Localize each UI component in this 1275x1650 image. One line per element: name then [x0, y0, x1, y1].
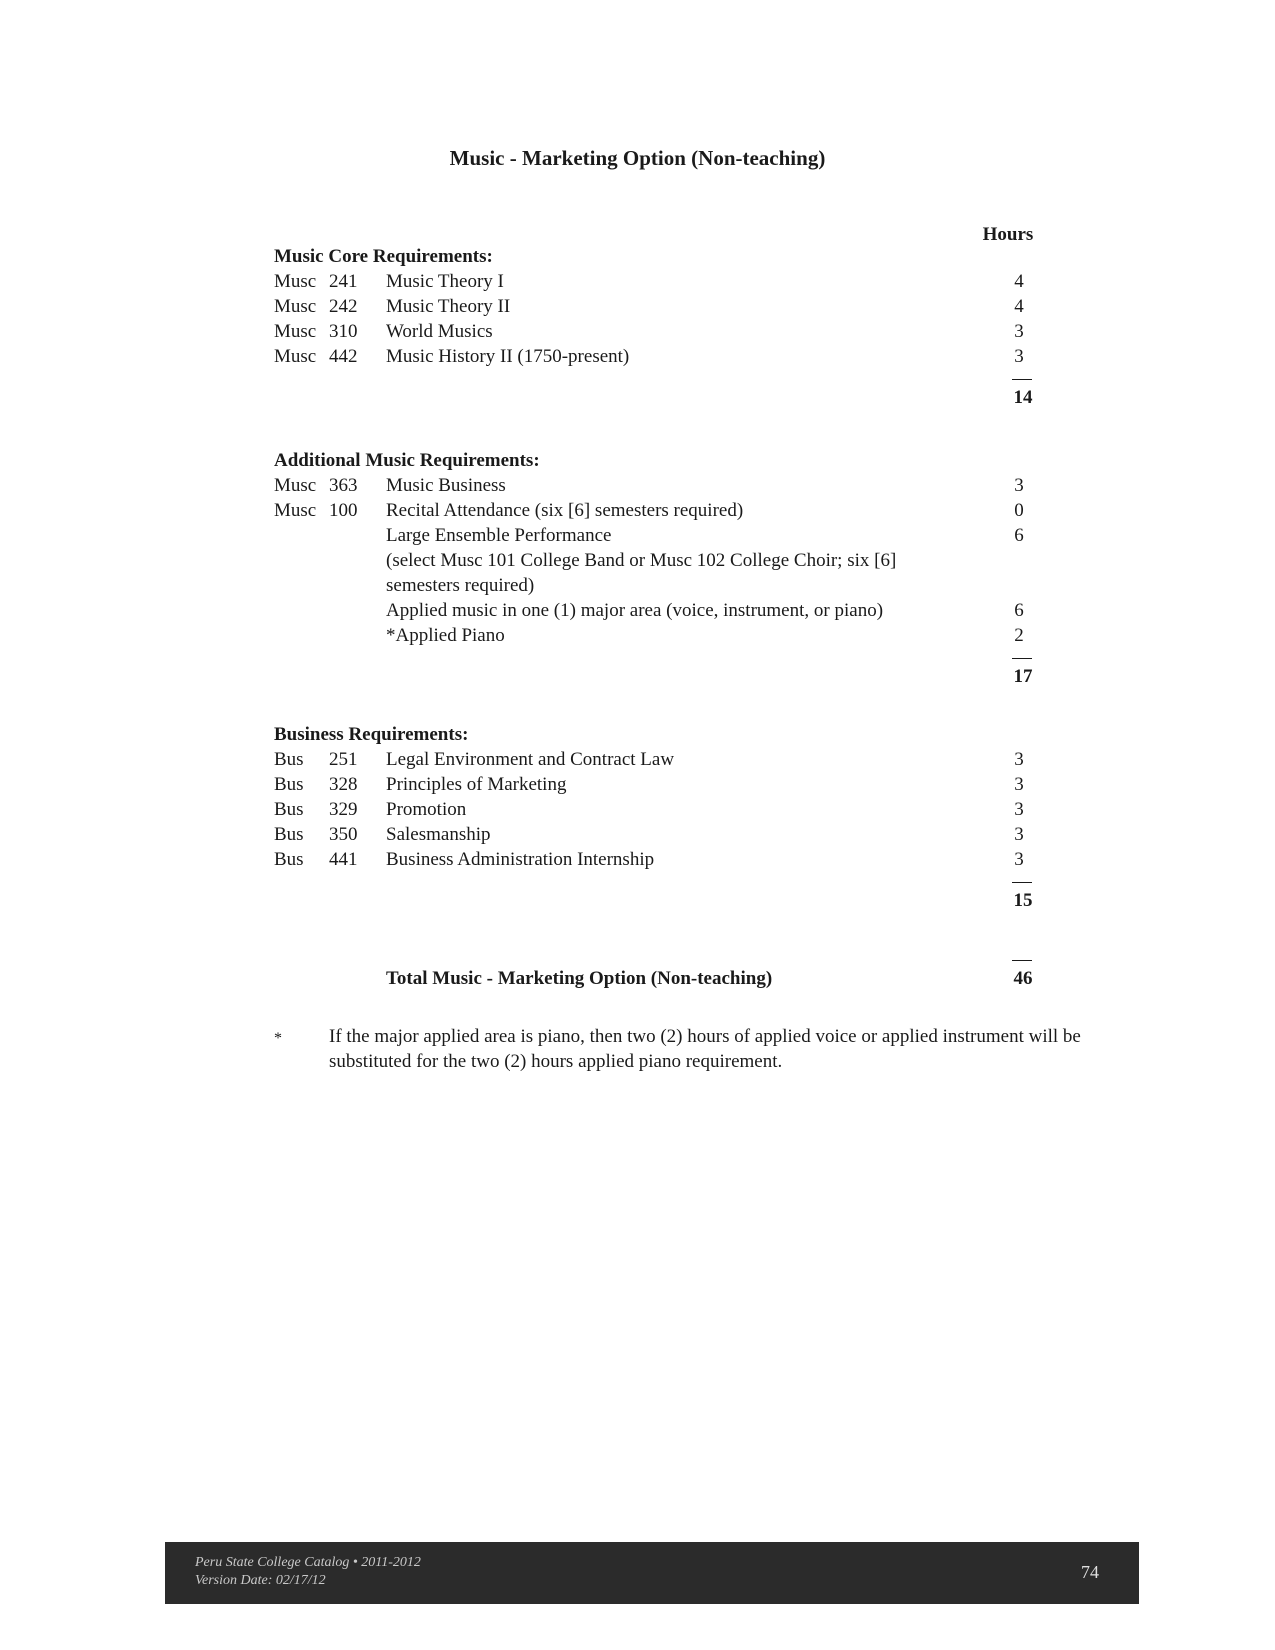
- course-subject: Musc: [274, 296, 317, 317]
- total-rule: [1012, 960, 1032, 961]
- course-title: Principles of Marketing: [386, 774, 567, 795]
- section-heading: Music Core Requirements:: [274, 246, 493, 267]
- course-title: Large Ensemble Performance: [386, 525, 612, 546]
- total-value: 46: [1013, 968, 1033, 989]
- course-number: 242: [329, 296, 358, 317]
- section-subtotal: [274, 880, 1054, 920]
- subtotal-value: 14: [1013, 387, 1033, 408]
- grand-total: [274, 956, 1054, 996]
- course-title: Music Theory I: [386, 271, 504, 292]
- course-title: Promotion: [386, 799, 467, 820]
- course-row: [274, 294, 1054, 319]
- course-hours: 3: [1014, 475, 1024, 496]
- course-row: [274, 269, 1054, 294]
- course-number: 441: [329, 849, 358, 870]
- course-number: 328: [329, 774, 358, 795]
- course-hours: 3: [1014, 774, 1024, 795]
- course-hours: 0: [1014, 500, 1024, 521]
- section-additional-music: [274, 448, 1054, 696]
- subtotal-value: 17: [1013, 666, 1033, 687]
- course-subject: Musc: [274, 271, 317, 292]
- footnote-asterisk: *: [274, 1030, 282, 1047]
- course-number: 100: [329, 500, 358, 521]
- course-title: Applied music in one (1) major area (voice, instrument, or piano): [386, 600, 884, 621]
- section-subtotal: [274, 656, 1054, 696]
- footnote-text: If the major applied area is piano, then two (2) hours of applied voice or applied instrument will be substituted for the two (2) hours applied piano requirement.: [329, 1026, 1081, 1072]
- section-heading: Additional Music Requirements:: [274, 450, 540, 471]
- footnote: [274, 1024, 1124, 1074]
- section-music-core: [274, 244, 1054, 417]
- course-subject: Musc: [274, 500, 317, 521]
- course-title: Recital Attendance (six [6] semesters required): [386, 500, 744, 521]
- course-row: [274, 523, 1054, 548]
- section-business: [274, 722, 1054, 920]
- total-label: Total Music - Marketing Option (Non-teaching): [386, 968, 773, 989]
- course-subject: Bus: [274, 774, 304, 795]
- page-number: 74: [1081, 1562, 1099, 1582]
- subtotal-rule: [1012, 882, 1032, 883]
- course-row-note: [274, 548, 1054, 598]
- course-row: [274, 498, 1054, 523]
- footer-version-line: Version Date: 02/17/12: [195, 1573, 326, 1588]
- course-hours: 3: [1014, 346, 1024, 367]
- course-hours: 3: [1014, 749, 1024, 770]
- hours-column-header: Hours: [982, 224, 1034, 245]
- subtotal-rule: [1012, 658, 1032, 659]
- course-subject: Bus: [274, 824, 304, 845]
- course-title: Music Theory II: [386, 296, 511, 317]
- course-row: [274, 473, 1054, 498]
- course-hours: 3: [1014, 849, 1024, 870]
- course-number: 310: [329, 321, 358, 342]
- subtotal-value: 15: [1013, 890, 1033, 911]
- course-subject: Musc: [274, 321, 317, 342]
- course-row: [274, 772, 1054, 797]
- course-number: 363: [329, 475, 358, 496]
- course-number: 442: [329, 346, 358, 367]
- course-number: 329: [329, 799, 358, 820]
- course-note: (select Musc 101 College Band or Musc 102 College Choir; six [6] semesters required): [386, 550, 897, 596]
- course-hours: 3: [1014, 321, 1024, 342]
- course-row: [274, 598, 1054, 623]
- course-subject: Musc: [274, 346, 317, 367]
- course-subject: Bus: [274, 799, 304, 820]
- footer-catalog-info: [195, 1554, 421, 1590]
- course-row: [274, 747, 1054, 772]
- footer-catalog-line: Peru State College Catalog • 2011-2012: [195, 1555, 421, 1570]
- course-title: *Applied Piano: [386, 625, 505, 646]
- course-hours: 2: [1014, 625, 1024, 646]
- course-subject: Bus: [274, 849, 304, 870]
- course-hours: 6: [1014, 525, 1024, 546]
- course-row: [274, 797, 1054, 822]
- course-row: [274, 822, 1054, 847]
- course-row: [274, 344, 1054, 369]
- course-hours: 6: [1014, 600, 1024, 621]
- subtotal-rule: [1012, 379, 1032, 380]
- course-title: Music Business: [386, 475, 506, 496]
- course-number: 251: [329, 749, 358, 770]
- course-row: [274, 847, 1054, 872]
- course-hours: 4: [1014, 271, 1024, 292]
- course-number: 241: [329, 271, 358, 292]
- course-title: Music History II (1750-present): [386, 346, 630, 367]
- footer-bar: [165, 1542, 1139, 1604]
- course-hours: 3: [1014, 824, 1024, 845]
- course-title: Legal Environment and Contract Law: [386, 749, 675, 770]
- course-number: 350: [329, 824, 358, 845]
- course-row: [274, 623, 1054, 648]
- course-subject: Musc: [274, 475, 317, 496]
- course-hours: 4: [1014, 296, 1024, 317]
- course-title: Business Administration Internship: [386, 849, 655, 870]
- course-hours: 3: [1014, 799, 1024, 820]
- course-subject: Bus: [274, 749, 304, 770]
- section-heading: Business Requirements:: [274, 724, 469, 745]
- course-title: World Musics: [386, 321, 493, 342]
- section-subtotal: [274, 377, 1054, 417]
- page-title: Music - Marketing Option (Non-teaching): [449, 146, 826, 170]
- course-title: Salesmanship: [386, 824, 491, 845]
- course-row: [274, 319, 1054, 344]
